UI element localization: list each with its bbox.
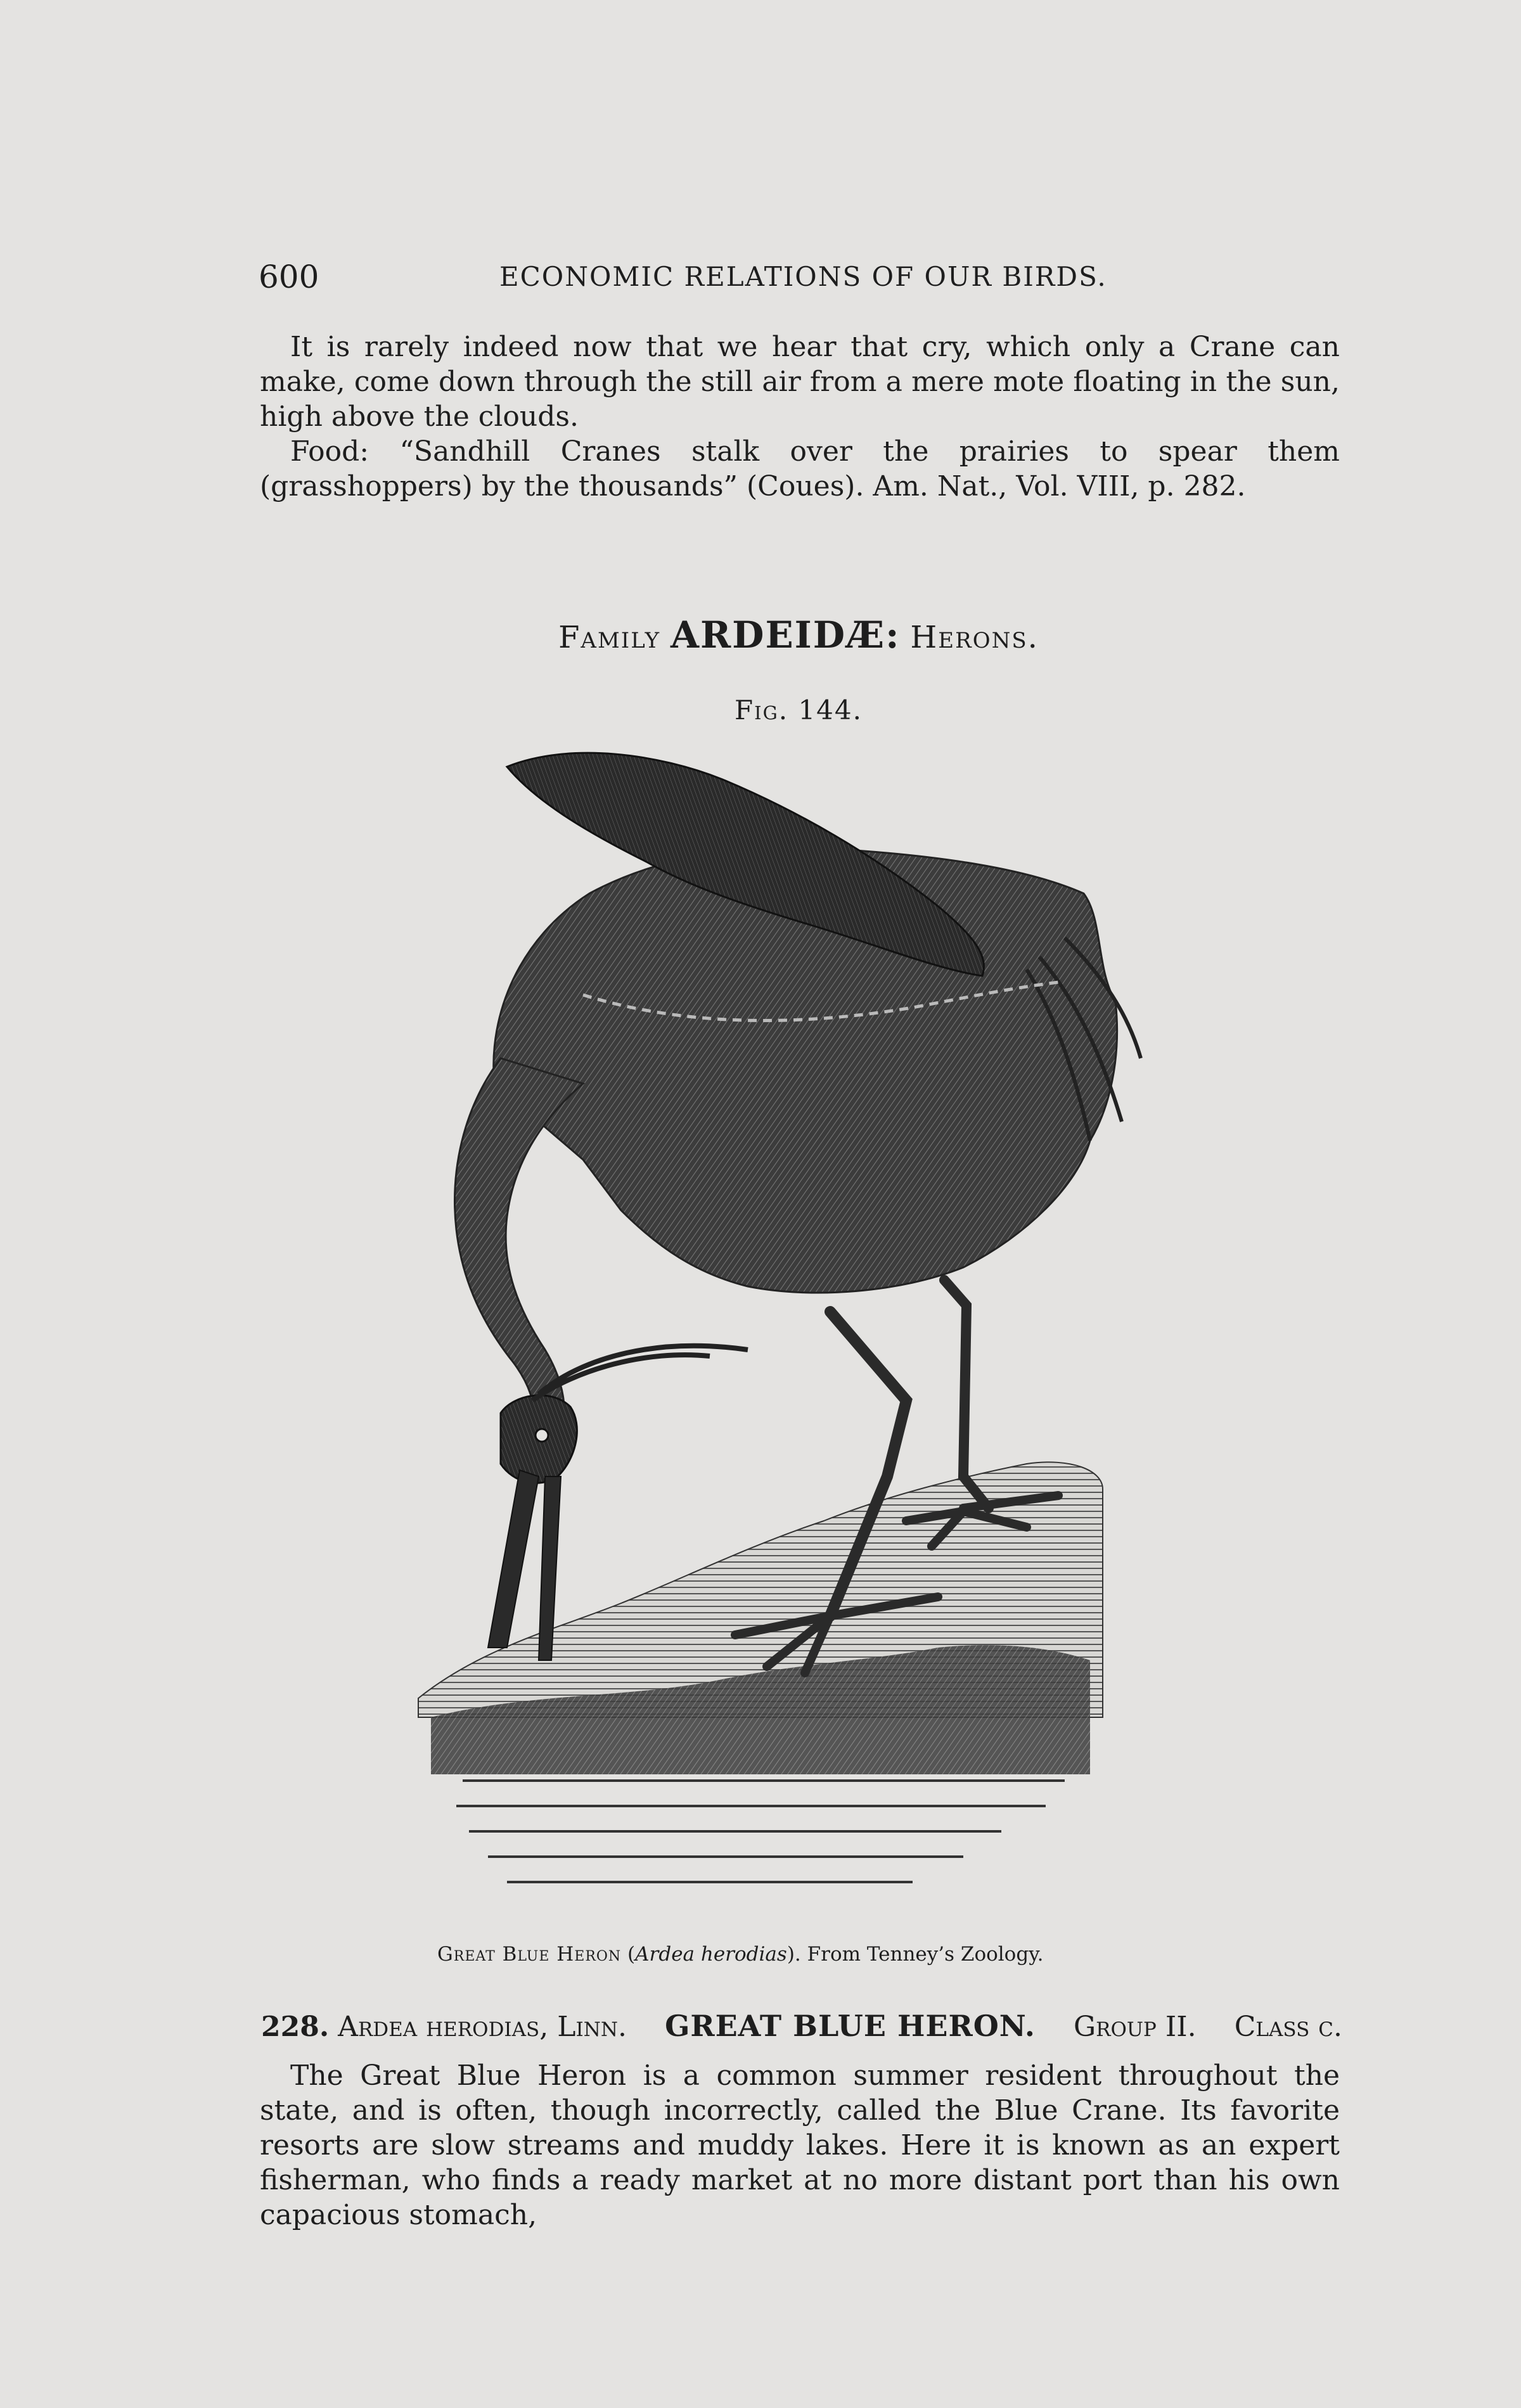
- family-common-name: Herons.: [910, 620, 1039, 655]
- species-class: Class c.: [1234, 2011, 1342, 2043]
- page-number: 600: [259, 259, 319, 295]
- family-name: ARDEIDÆ: [670, 613, 886, 656]
- family-separator: :: [885, 613, 901, 656]
- intro-paragraph-2: Food: “Sandhill Cranes stalk over the prairies to spear them (grasshoppers) by the thousands” (Coues). Am. Nat., Vol. VIII, p. 282.: [260, 435, 1340, 503]
- figure-label: Fig. 144.: [735, 695, 863, 726]
- species-number: 228.: [261, 2011, 330, 2043]
- running-title: ECONOMIC RELATIONS OF OUR BIRDS.: [499, 261, 1107, 292]
- heron-illustration: [393, 729, 1191, 1926]
- species-genus: Ardea herodias,: [338, 2011, 549, 2043]
- figure-caption: Great Blue Heron (Ardea herodias). From Tenney’s Zoology.: [437, 1943, 1044, 1966]
- family-heading: [0, 613, 1521, 656]
- species-group: Group II.: [1074, 2011, 1197, 2043]
- species-authority: Linn.: [557, 2011, 627, 2043]
- body-text: [260, 2058, 1340, 2232]
- caption-scientific-name: Ardea herodias: [635, 1943, 787, 1966]
- body-paragraph: The Great Blue Heron is a common summer resident throughout the state, and is often, though incorrectly, called the Blue Crane. Its favorite resorts are slow streams and muddy lakes. Here it is known as an expert fisherman, who finds a ready market at no more distant port than his own capacious stomach,: [260, 2059, 1340, 2231]
- intro-text: [260, 330, 1340, 504]
- page-header: [259, 259, 1342, 303]
- caption-source: From Tenney’s Zoology.: [807, 1943, 1044, 1966]
- species-common-name: GREAT BLUE HERON.: [665, 2009, 1036, 2043]
- species-heading: [261, 2009, 1342, 2043]
- water-reflection: [456, 1781, 1065, 1882]
- caption-common-name: Great Blue Heron: [437, 1943, 622, 1966]
- intro-paragraph-1: It is rarely indeed now that we hear that cry, which only a Crane can make, come down through the still air from a mere mote floating in the sun, high above the clouds.: [260, 331, 1340, 433]
- family-prefix: Family: [558, 620, 661, 655]
